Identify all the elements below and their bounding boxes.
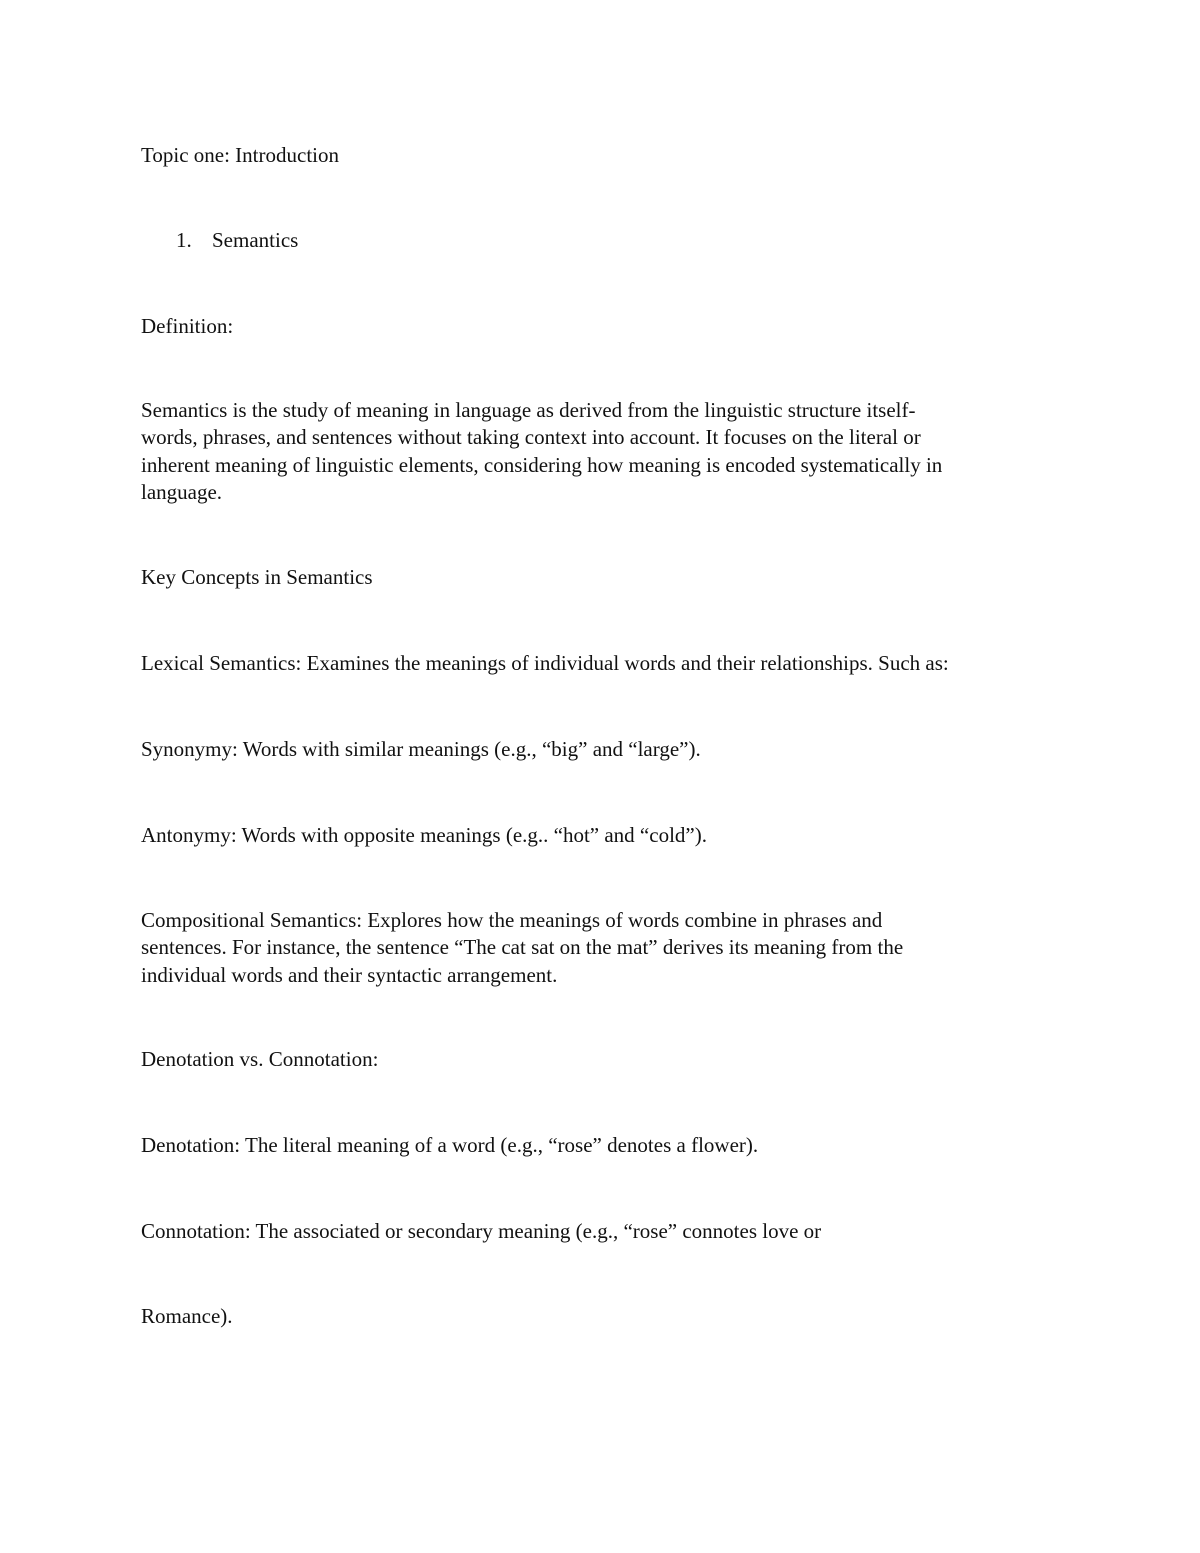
compositional-line: sentences. For instance, the sentence “The cat sat on the mat” derives its meaning from the [141,935,904,960]
compositional-paragraph [141,907,1051,989]
definition-line: inherent meaning of linguistic elements, considering how meaning is encoded systematically in [141,452,943,477]
topic-heading: Topic one: Introduction [141,143,339,167]
list-item-semantics [176,227,298,254]
lexical-semantics-text: Lexical Semantics: Examines the meanings of individual words and their relationships. Such as: [141,651,949,675]
compositional-line: Compositional Semantics: Explores how the meanings of words combine in phrases and [141,908,883,932]
key-concepts-heading: Key Concepts in Semantics [141,565,373,589]
connotation-text: Connotation: The associated or secondary meaning (e.g., “rose” connotes love or [141,1219,822,1243]
antonymy-text: Antonymy: Words with opposite meanings (e.g.. “hot” and “cold”). [141,823,707,847]
connotation-continued-text: Romance). [141,1304,233,1328]
synonymy-text: Synonymy: Words with similar meanings (e.g., “big” and “large”). [141,737,701,761]
denotation-vs-connotation-heading: Denotation vs. Connotation: [141,1047,379,1071]
list-number: 1. [176,228,192,252]
definition-line: Semantics is the study of meaning in language as derived from the linguistic structure itself- [141,398,916,422]
compositional-line: individual words and their syntactic arrangement. [141,962,558,987]
definition-line: words, phrases, and sentences without taking context into account. It focuses on the literal or [141,425,921,450]
definition-line: language. [141,479,223,504]
list-label: Semantics [212,228,299,252]
definition-paragraph [141,397,1051,506]
definition-label: Definition: [141,314,234,338]
denotation-text: Denotation: The literal meaning of a word (e.g., “rose” denotes a flower). [141,1133,759,1157]
